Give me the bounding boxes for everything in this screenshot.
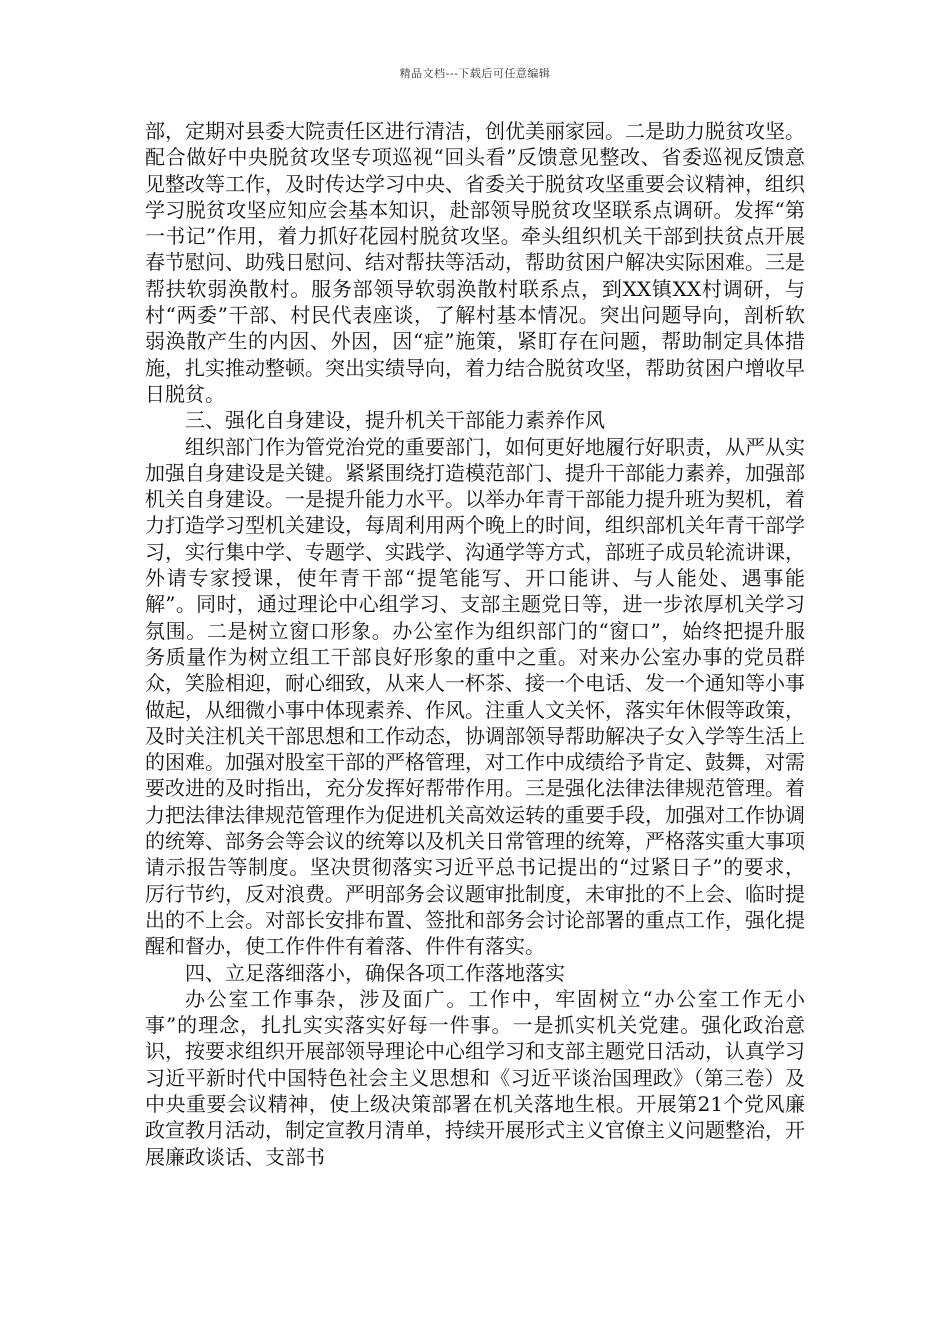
paragraph-3: 办公室工作事杂，涉及面广。工作中，牢固树立“办公室工作无小事”的理念，扎扎实实落实好每一件事。一是抓实机关党建。强化政治意识，按要求组织开展部领导理论中心组学习和支部主题党日活动，认真学习习近平新时代中国特色社会主义思想和《习近平谈治国理政》（第三卷）及中央重要会议精神，使上级决策部署在机关落地生根。开展第21个党风廉政宣教月活动，制定宣教月清单，持续开展形式主义官僚主义问题整治，开展廉政谈话、支部书 <box>145 986 805 1169</box>
section-heading-4: 四、立足落细落小，确保各项工作落地落实 <box>185 960 565 985</box>
section-heading-3: 三、强化自身建设，提升机关干部能力素养作风 <box>185 408 605 433</box>
paragraph-2: 组织部门作为管党治党的重要部门，如何更好地履行好职责，从严从实加强自身建设是关键。紧紧围绕打造模范部门、提升干部能力素养，加强部机关自身建设。一是提升能力水平。以举办年青干部能力提升班为契机，着力打造学习型机关建设，每周利用两个晚上的时间，组织部机关年青干部学习，实行集中学、专题学、实践学、沟通学等方式，部班子成员轮流讲课，外请专家授课，使年青干部“提笔能写、开口能讲、与人能处、遇事能解”。同时，通过理论中心组学习、支部主题党日等，进一步浓厚机关学习氛围。二是树立窗口形象。办公室作为组织部门的“窗口”，始终把提升服务质量作为树立组工干部良好形象的重中之重。对来办公室办事的党员群众，笑脸相迎，耐心细致，从来人一杯茶、接一个电话、发一个通知等小事做起，从细微小事中体现素养、作风。注重人文关怀，落实年休假等政策，及时关注机关干部思想和工作动态，协调部领导帮助解决子女入学等生活上的困难。加强对股室干部的严格管理，对工作中成绩给予肯定、鼓舞，对需要改进的及时指出，充分发挥好帮带作用。三是强化法律法律规范管理。着力把法律法律规范管理作为促进机关高效运转的重要手段，加强对工作协调的统筹、部务会等会议的统筹以及机关日常管理的统筹，严格落实重大事项请示报告等制度。坚决贯彻落实习近平总书记提出的“过紧日子”的要求，厉行节约，反对浪费。严明部务会议题审批制度，未审批的不上会、临时提出的不上会。对部长安排布置、签批和部务会讨论部署的重点工作，强化提醒和督办，使工作件件有着落、件件有落实。 <box>145 434 805 959</box>
document-body <box>145 118 805 1170</box>
page-header: 精品文档---下载后可任意编辑 <box>399 67 551 80</box>
paragraph-1: 部，定期对县委大院责任区进行清洁，创优美丽家园。二是助力脱贫攻坚。配合做好中央脱贫攻坚专项巡视“回头看”反馈意见整改、省委巡视反馈意见整改等工作，及时传达学习中央、省委关于脱贫攻坚重要会议精神，组织学习脱贫攻坚应知应会基本知识，赴部领导脱贫攻坚联系点调研。发挥“第一书记”作用，着力抓好花园村脱贫攻坚。牵头组织机关干部到扶贫点开展春节慰问、助残日慰问、结对帮扶等活动，帮助贫困户解决实际困难。三是帮扶软弱涣散村。服务部领导软弱涣散村联系点，到XX镇XX村调研，与村“两委”干部、村民代表座谈，了解村基本情况。突出问题导向，剖析软弱涣散产生的内因、外因，因“症”施策，紧盯存在问题，帮助制定具体措施，扎实推动整顿。突出实绩导向，着力结合脱贫攻坚，帮助贫困户增收早日脱贫。 <box>145 119 805 406</box>
